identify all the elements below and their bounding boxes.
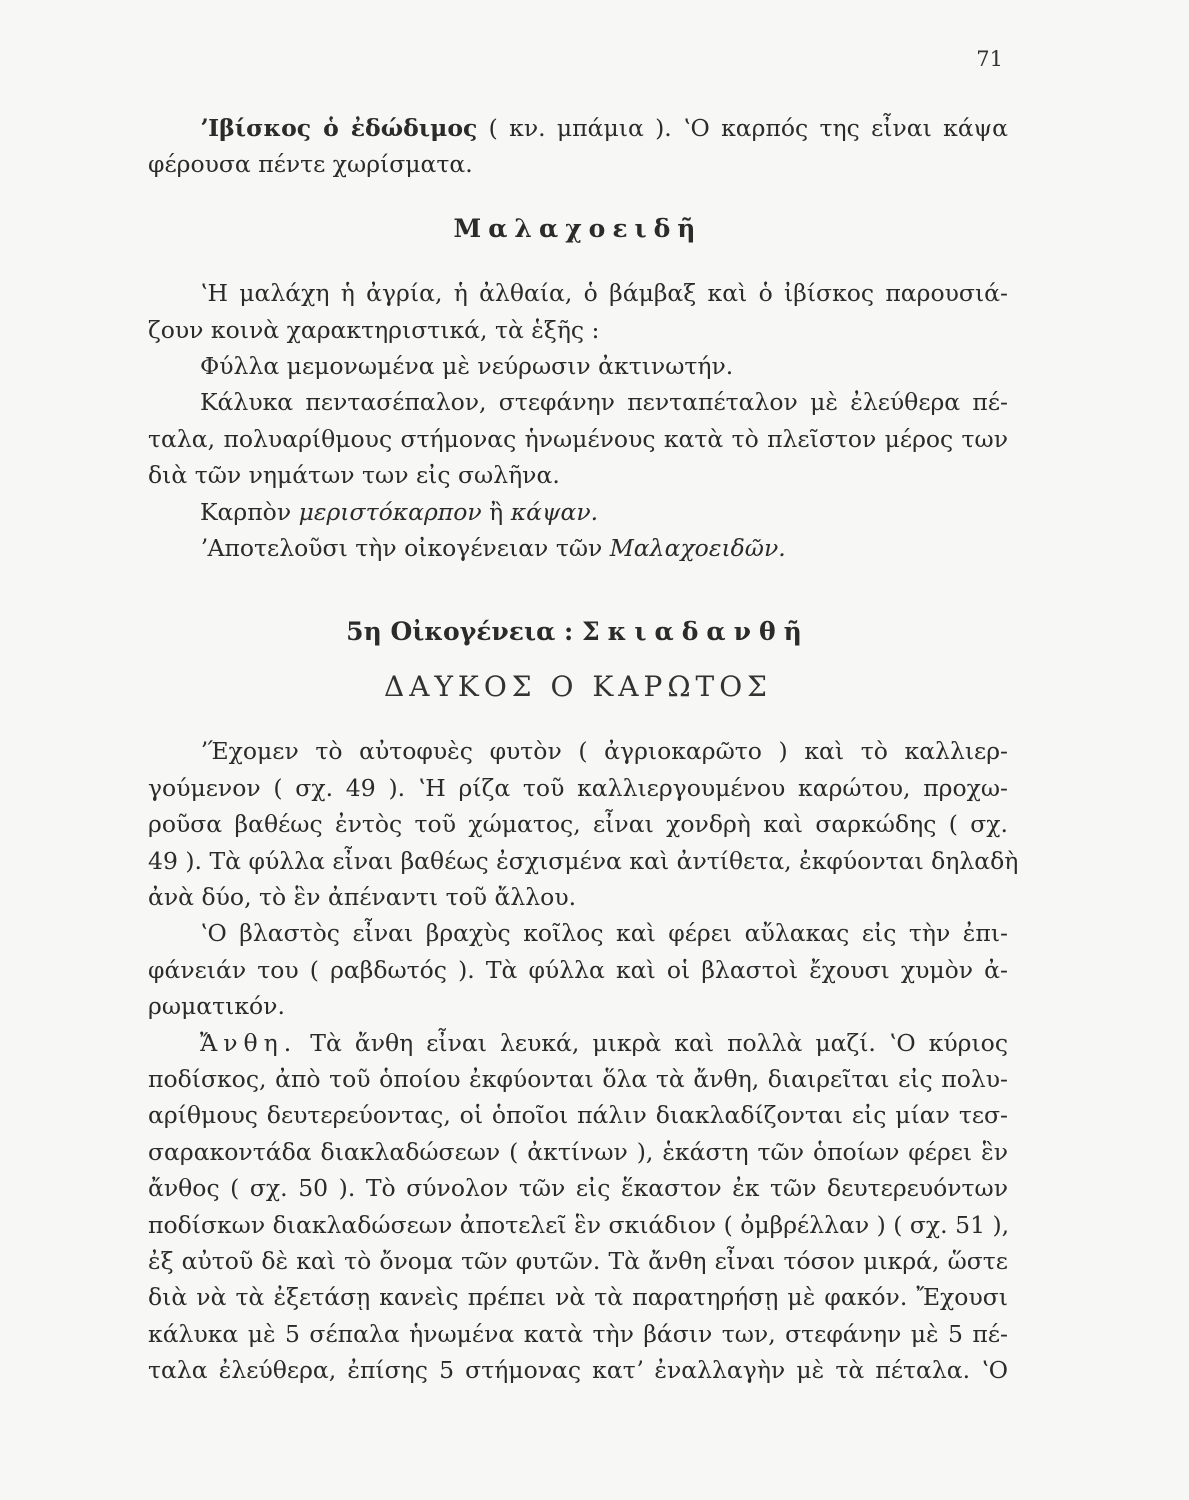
section-heading-malachoeidi: Μαλαχοειδῆ: [453, 213, 703, 243]
malachoeidi-p4-italic-2: κάψαν.: [510, 497, 599, 526]
skiadanthi-p3-line: ποδίσκος, ἀπὸ τοῦ ὁποίου ἐκφύονται ὅλα τὰ ἄνθη, διαιρεῖται εἰς πολυ-: [148, 1064, 1008, 1093]
malachoeidi-p2: Φύλλα μεμονωμένα μὲ νεύρωσιν ἀκτινωτήν.: [200, 352, 734, 381]
skiadanthi-p3-line: διὰ νὰ τὰ ἐξετάσῃ κανεὶς πρέπει νὰ τὰ παρατηρήσῃ μὲ φακόν. Ἔχουσι: [148, 1283, 1008, 1312]
skiadanthi-p1-line: ʼΈχομεν τὸ αὐτοφυὲς φυτὸν ( ἀγριοκαρῶτο ) καὶ τὸ καλλιερ-: [200, 737, 1008, 766]
skiadanthi-p2-line: ʽΟ βλαστὸς εἶναι βραχὺς κοῖλος καὶ φέρει αὔλακας εἰς τὴν ἐπι-: [200, 919, 1008, 948]
malachoeidi-p5: [148, 530, 1008, 566]
skiadanthi-p3-line: ἄνθος ( σχ. 50 ). Τὸ σύνολον τῶν εἰς ἕκαστον ἐκ τῶν δευτερευόντων: [148, 1174, 1008, 1203]
family-label: 5η Οἰκογένεια :: [346, 617, 574, 647]
skiadanthi-p3-line-1: [148, 1025, 1008, 1061]
malachoeidi-p3-line-1: Κάλυκα πεντασέπαλον, στεφάνην πενταπέταλον μὲ ἐλεύθερα πέ-: [200, 388, 1008, 417]
malachoeidi-p3-line-2: ταλα, πολυαρίθμους στήμονας ἡνωμένους κατὰ τὸ πλεῖστον μέρος των: [148, 424, 1008, 453]
skiadanthi-p3-line: αρίθμους δευτερεύοντας, οἱ ὁποῖοι πάλιν διακλαδίζονται εἰς μίαν τεσ-: [148, 1101, 1008, 1130]
skiadanthi-p3-line: κάλυκα μὲ 5 σέπαλα ἡνωμένα κατὰ τὴν βάσιν των, στεφάνην μὲ 5 πέ-: [148, 1319, 1008, 1348]
skiadanthi-p2-line: φάνειάν του ( ραβδωτός ). Τὰ φύλλα καὶ οἱ βλαστοὶ ἔχουσι χυμὸν ἀ-: [148, 955, 1008, 984]
species-heading: ΔΑΥΚΟΣ Ο ΚΑΡΩΤΟΣ: [384, 669, 772, 703]
skiadanthi-p1-line: γούμενον ( σχ. 49 ). ʽΗ ρίζα τοῦ καλλιεργουμένου καρώτου, προχω-: [148, 773, 1008, 802]
malachoeidi-p5-start: ʼΑποτελοῦσι τὴν οἰκογένειαν τῶν: [200, 534, 603, 563]
page-number: 71: [976, 47, 1003, 71]
skiadanthi-p3-line: ποδίσκων διακλαδώσεων ἀποτελεῖ ἓν σκιάδιον ( ὀμβρέλλαν ) ( σχ. 51 ),: [148, 1210, 1010, 1239]
ibiskos-line-1: [148, 110, 1008, 146]
skiadanthi-p1-line: ροῦσα βαθέως ἐντὸς τοῦ χώματος, εἶναι χονδρὴ καὶ σαρκώδης ( σχ.: [148, 810, 1008, 839]
family-heading: [148, 614, 1008, 650]
ibiskos-line-2: φέρουσα πέντε χωρίσματα.: [148, 150, 473, 179]
skiadanthi-p1-line: 49 ). Τὰ φύλλα εἶναι βαθέως ἐσχισμένα καὶ ἀντίθετα, ἐκφύονται δηλαδὴ: [148, 846, 1019, 875]
flowers-subheading: Ἄνθη.: [200, 1028, 298, 1057]
malachoeidi-p1-line-1: ʽΗ μαλάχη ἡ ἀγρία, ἡ ἀλθαία, ὁ βάμβαξ καὶ ὁ ἰβίσκος παρουσιά-: [200, 279, 1008, 308]
skiadanthi-p3-line: ἐξ αὐτοῦ δὲ καὶ τὸ ὄνομα τῶν φυτῶν. Τὰ ἄνθη εἶναι τόσον μικρά, ὥστε: [148, 1246, 1008, 1275]
malachoeidi-p3-line-3: διὰ τῶν νημάτων των εἰς σωλῆνα.: [148, 461, 560, 490]
skiadanthi-p3-line: σαρακοντάδα διακλαδώσεων ( ἀκτίνων ), ἑκάστη τῶν ὁποίων φέρει ἓν: [148, 1137, 1008, 1166]
ibiskos-name: ʼΙβίσκος ὁ ἐδώδιμος: [200, 114, 478, 142]
skiadanthi-p2-line: ρωματικόν.: [148, 992, 285, 1021]
ibiskos-line-1-rest: ( κν. μπάμια ). ʽΟ καρπός της εἶναι κάψα: [488, 114, 1008, 142]
malachoeidi-p4-italic-1: μεριστόκαρπον: [298, 497, 482, 526]
family-name: Σκιαδανθῆ: [581, 617, 810, 647]
page-content: [148, 110, 1019, 1389]
skiadanthi-p1-line: ἀνὰ δύο, τὸ ἓν ἀπέναντι τοῦ ἄλλου.: [148, 882, 577, 911]
malachoeidi-p1-line-2: ζουν κοινὰ χαρακτηριστικά, τὰ ἑξῆς :: [148, 315, 600, 344]
skiadanthi-p3-line: ταλα ἐλεύθερα, ἐπίσης 5 στήμονας κατʼ ἐναλλαγὴν μὲ τὰ πέταλα. ʽΟ: [148, 1356, 1008, 1385]
malachoeidi-p4-mid: ἢ: [489, 497, 504, 526]
skiadanthi-p3-line-1-rest: Τὰ ἄνθη εἶναι λευκά, μικρὰ καὶ πολλὰ μαζί. ʽΟ κύριος: [310, 1028, 1008, 1057]
malachoeidi-p4-start: Καρπὸν: [200, 497, 292, 526]
malachoeidi-p5-italic: Μαλαχοειδῶν.: [609, 534, 786, 563]
malachoeidi-p4: [148, 494, 1008, 530]
